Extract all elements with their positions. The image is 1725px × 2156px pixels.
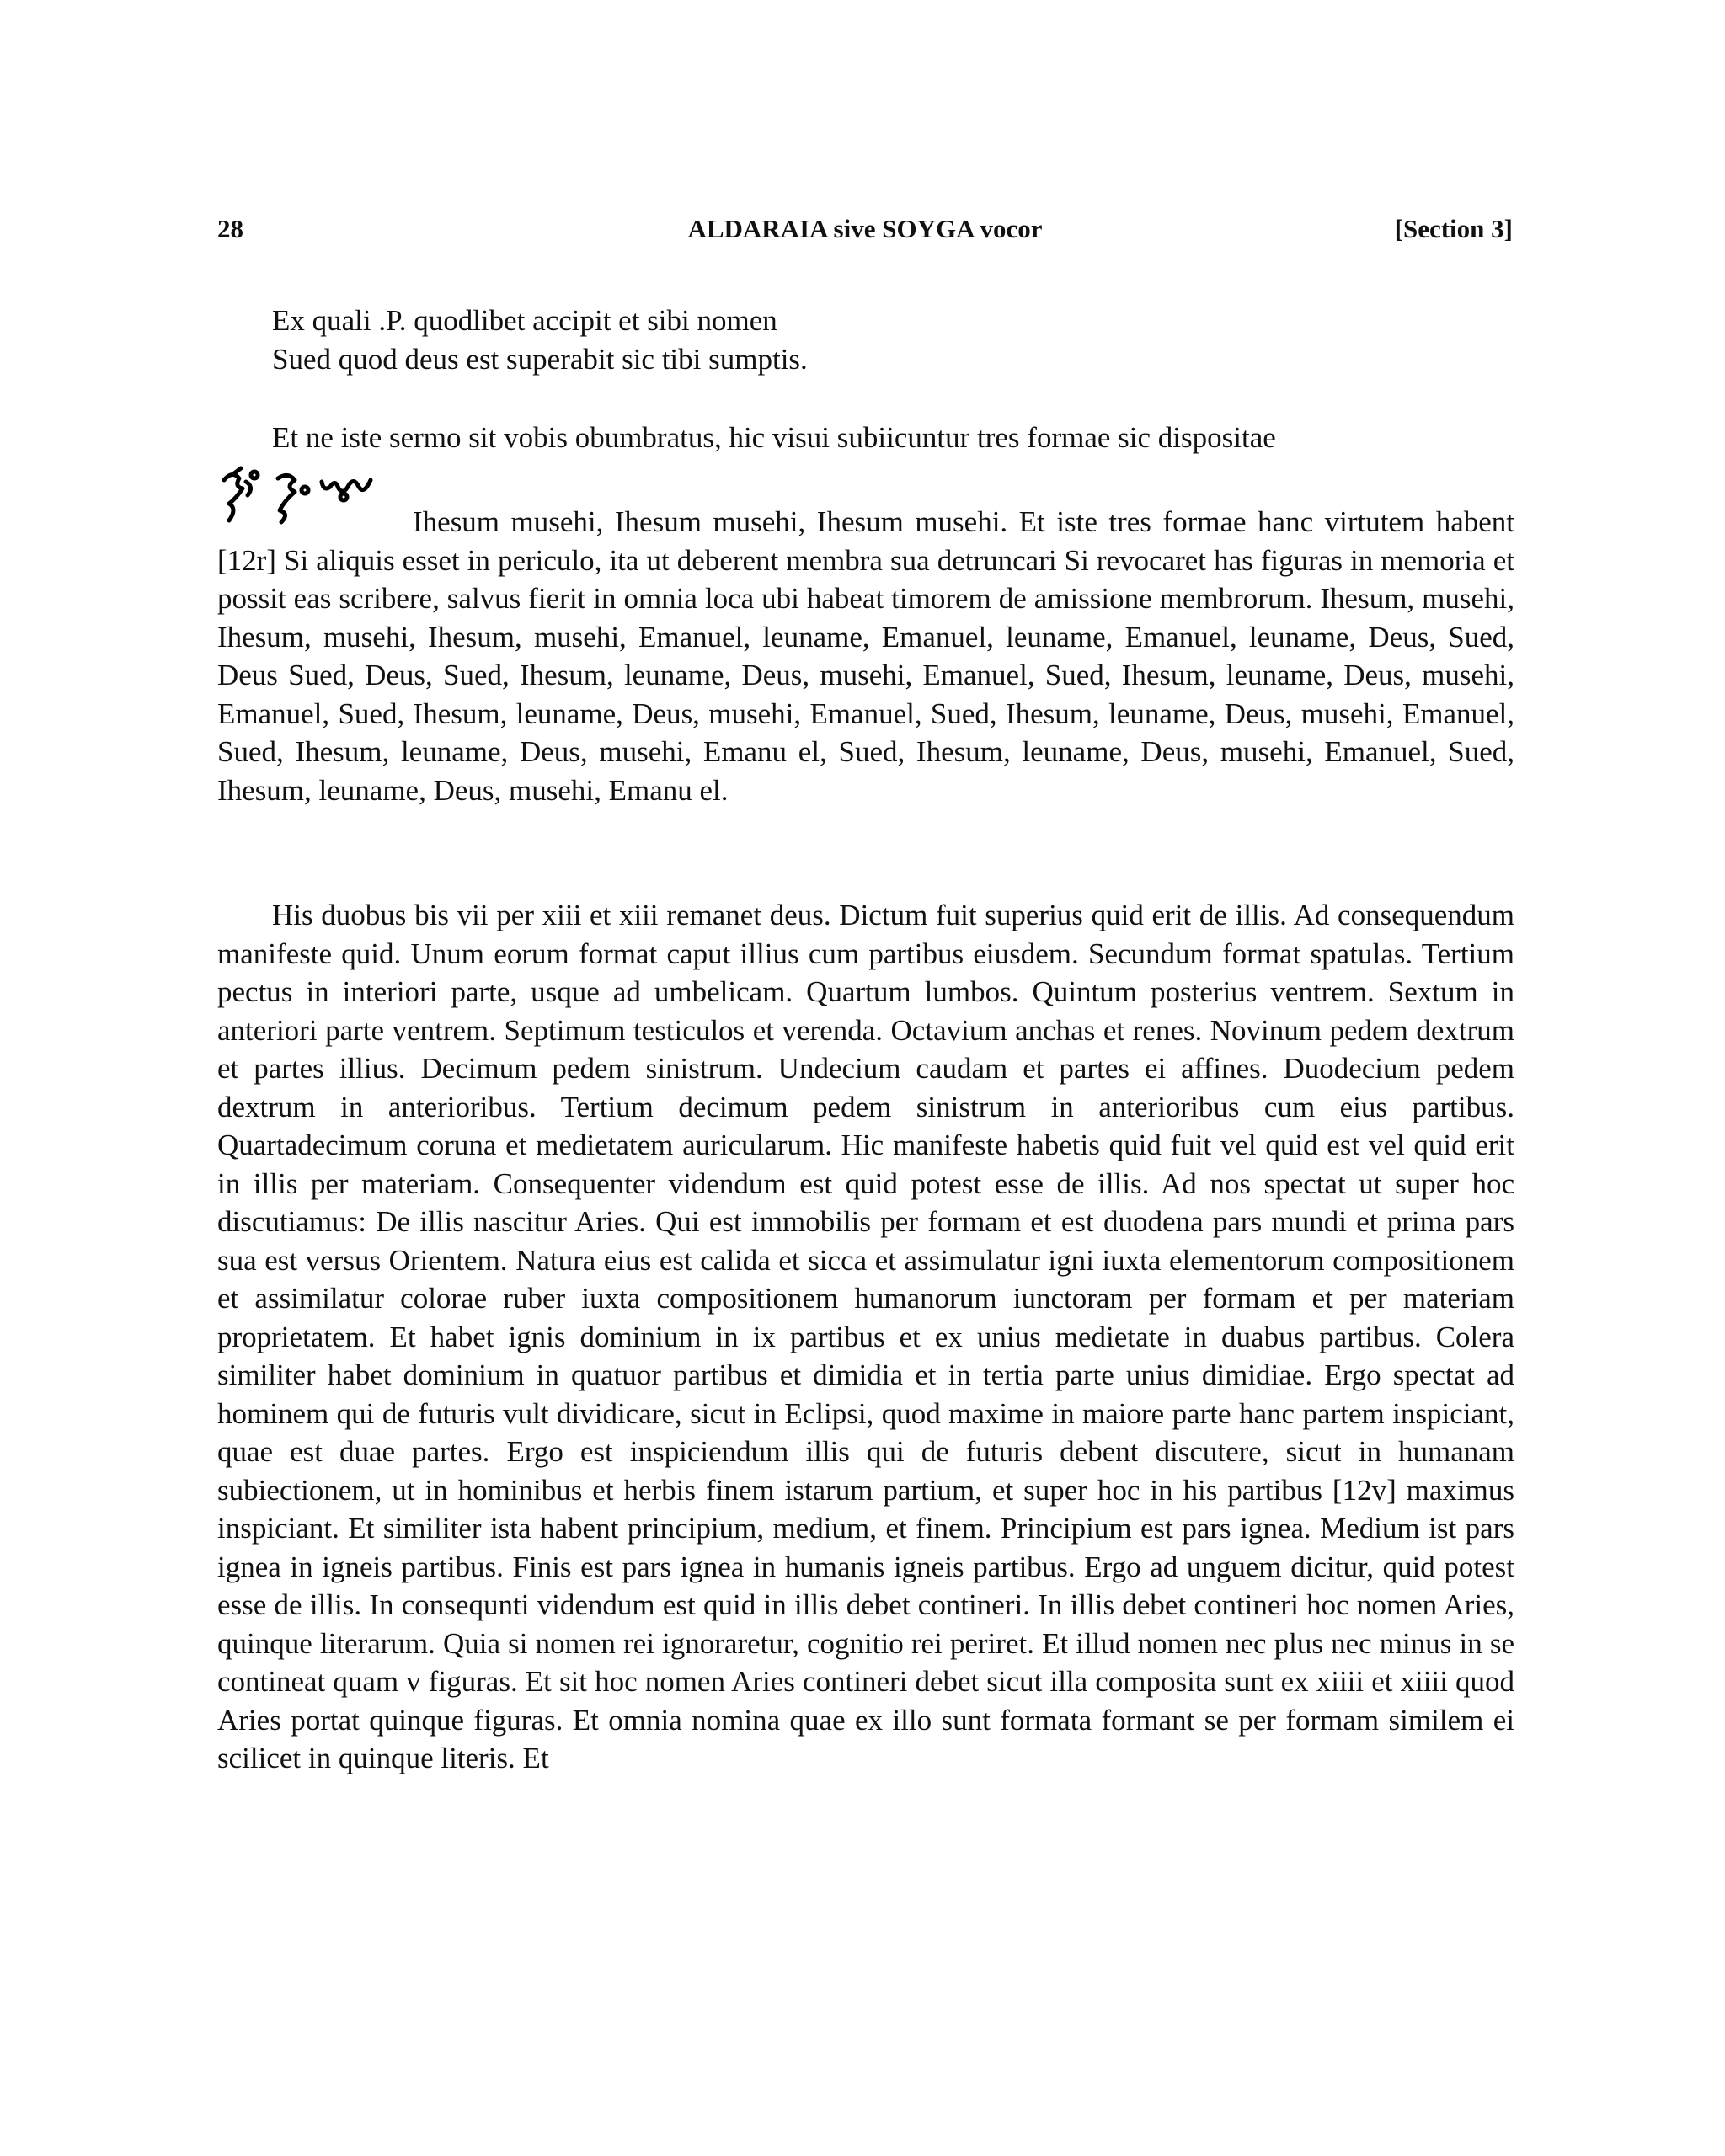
paragraph-2: His duobus bis vii per xiii et xiii remanet deus. Dictum fuit superius quid erit de illis. Ad consequendum manifeste quid. Unum eorum format caput illius cum partibus eiusdem. Secundum format spatulas. Tertium pectus in interiori parte, usque ad umbelicam. Quartum lumbos. Quintum posterius ventrem. Sextum in anteriori parte ventrem. Septimum testiculos et verenda. Octavium anchas et renes. Novinum pedem dextrum et partes illius. Decimum pedem sinistrum. Undecium caudam et partes ei affines. Duodecium pedem dextrum in anterioribus. Tertium decimum pedem sinistrum in anterioribus cum eius partibus. Quartadecimum coruna et medietatem auricularum. Hic manifeste habetis quid fuit vel quid est vel quid erit in illis per materiam. Consequenter videndum est quid potest esse de illis. Ad nos spectat ut super hoc discutiamus: De illis nascitur Aries. Qui est immobilis per formam et est duodena pars mundi et prima pars sua est versus Orientem. Natura eius est calida et sicca et assimulatur igni iuxta elementorum compositionem et assimilatur colorae ruber iuxta compositionem humanorum iunctoram per formam et per materiam proprietatem. Et habet ignis dominium in ix partibus et ex unius medietate in duabus partibus. Colera similiter habet dominium in quatuor partibus et dimidia et in tertia parte unius dimidiae. Ergo spectat ad hominem qui de futuris vult dividicare, sicut in Eclipsi, quod maxime in maiore parte hanc partem inspiciant, quae est duae partes. Ergo est inspiciendum illis qui de futuris debent discutere, sicut in humanam subiectionem, ut in hominibus et herbis finem istarum partium, et super hoc in his partibus [12v] maximus inspiciant. Et similiter ista habent principium, medium, et finem. Principium est pars ignea. Medium ist pars ignea in igneis partibus. Finis est pars ignea in humanis igneis partibus. Ergo ad unguem dicitur, quid potest esse de illis. In consequnti videndum est quid in illis debet contineri. In illis debet contineri hoc nomen Aries, quinque literarum. Quia si nomen rei ignoraretur, cognitio rei periret. Et illud nomen nec plus nec minus in se contineat quam v figuras. Et sit hoc nomen Aries contineri debet sicut illa composita sunt ex xiiii et xiiii quod Aries portat quinque figuras. Et omnia nomina quae ex illo sunt formata formant se per formam similem ei scilicet in quinque literis. Et (217, 899, 1514, 1774)
verse-line-1: Ex quali .P. quodlibet accipit et sibi nomen (272, 304, 777, 337)
section-label: [Section 3] (1394, 214, 1513, 243)
paragraph-1-body: Ihesum musehi, Ihesum musehi, Ihesum musehi. Et iste tres formae hanc virtutem habent [12r] Si aliquis esset in periculo, ita ut deberent membra sua detruncari Si revocaret has figuras in memoria et possit eas scribere, salvus fierit in omnia loca ubi habeat timorem de amissione membrorum. Ihesum, musehi, Ihesum, musehi, Ihesum, musehi, Emanuel, leuname, Emanuel, leuname, Emanuel, leuname, Deus, Sued, Deus Sued, Deus, Sued, Ihesum, leuname, Deus, musehi, Emanuel, Sued, Ihesum, leuname, Deus, musehi, Emanuel, Sued, Ihesum, leuname, Deus, musehi, Emanuel, Sued, Ihesum, leuname, Deus, musehi, Emanuel, Sued, Ihesum, leuname, Deus, musehi, Emanu el, Sued, Ihesum, leuname, Deus, musehi, Emanuel, Sued, Ihesum, leuname, Deus, musehi, Emanu el. (217, 505, 1514, 807)
page-number: 28 (217, 214, 243, 243)
paragraph-1-lead: Et ne iste sermo sit vobis obumbratus, hic visui subiicuntur tres formae sic dispositae (272, 421, 1276, 454)
page-header (217, 214, 1513, 251)
verse-block (272, 302, 808, 379)
running-title: ALDARAIA sive SOYGA vocor (687, 214, 1043, 243)
verse-line-2: Sued quod deus est superabit sic tibi sumptis. (272, 343, 808, 376)
